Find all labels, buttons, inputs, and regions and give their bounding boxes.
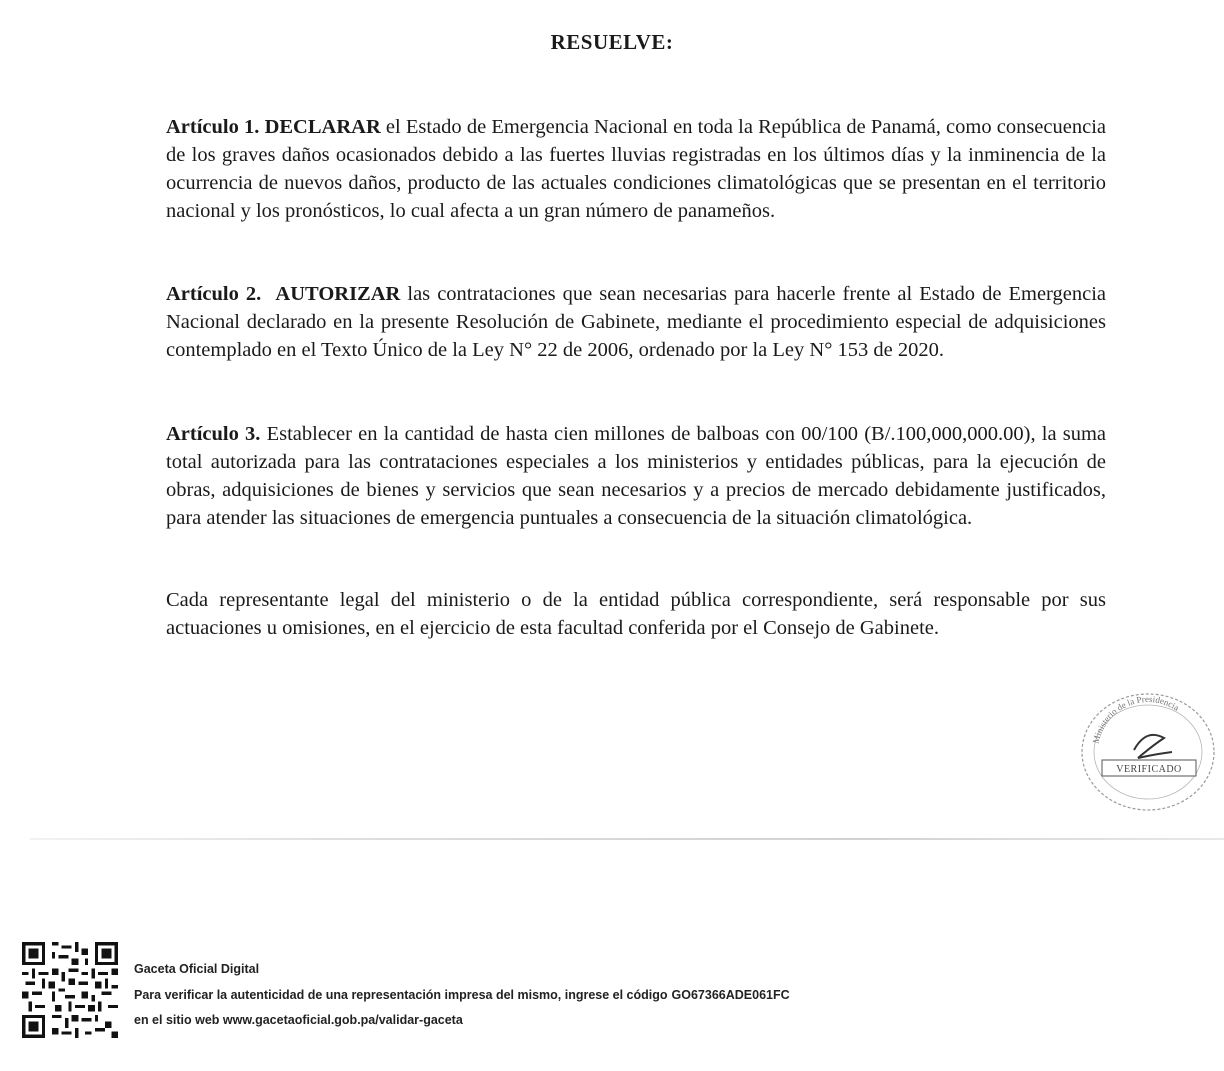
seal-top-text: Ministerio de la Presidencia	[1090, 693, 1182, 745]
closing-paragraph: Cada representante legal del ministerio o de la entidad pública correspondiente, será responsable por sus actuaciones u omisiones, en el ejercicio de esta facultad conferida por el Consejo de Gabinete.	[166, 589, 1106, 639]
verification-seal	[1076, 688, 1220, 816]
article-3-label: Artículo 3.	[166, 423, 261, 445]
signature-mark	[1134, 735, 1172, 758]
page-heading: RESUELVE:	[550, 30, 674, 54]
verification-code: GO67366ADE061FC	[671, 988, 790, 1002]
article-2-verb: AUTORIZAR	[275, 283, 401, 305]
article-3	[166, 420, 1106, 532]
article-2-label: Artículo 2.	[166, 283, 262, 305]
article-1-label: Artículo 1.	[166, 116, 260, 138]
footer-divider	[30, 838, 1224, 840]
footer-website[interactable]: en el sitio web www.gacetaoficial.gob.pa/validar-gaceta	[134, 1013, 463, 1027]
article-2	[166, 280, 1106, 364]
article-3-text: Establecer en la cantidad de hasta cien millones de balboas con 00/100 (B/.100,000,000.00), la suma total autorizada para las contrataciones especiales a los ministerios y entidades públicas, para la ejecución de obras, adquisiciones de bienes y servicios que sean necesarios y a precios de mercado debidamente justificados, para atender las situaciones de emergencia puntuales a consecuencia de la situación climatológica.	[166, 423, 1106, 529]
seal-center-text: VERIFICADO	[1116, 764, 1182, 775]
article-2-text: las contrataciones que sean necesarias para hacerle frente al Estado de Emergencia Nacional declarado en la presente Resolución de Gabinete, mediante el procedimiento especial de adquisiciones contemplado en el Texto Único de la Ley N° 22 de 2006, ordenado por la Ley N° 153 de 2020.	[166, 283, 1106, 361]
footer-title: Gaceta Oficial Digital	[134, 962, 260, 976]
article-1-verb: DECLARAR	[264, 116, 381, 138]
article-1	[166, 113, 1106, 225]
qr-code-icon	[22, 942, 118, 1038]
footer-verify-line	[134, 988, 790, 1002]
footer-verify-text: Para verificar la autenticidad de una representación impresa del mismo, ingrese el código	[134, 988, 668, 1002]
article-1-text: el Estado de Emergencia Nacional en toda la República de Panamá, como consecuencia de los graves daños ocasionados debido a las fuertes lluvias registradas en los últimos días y la inminencia de la ocurrencia de nuevos daños, producto de las actuales condiciones climatológicas que se presentan en el territorio nacional y los pronósticos, lo cual afecta a un gran número de panameños.	[166, 116, 1106, 222]
